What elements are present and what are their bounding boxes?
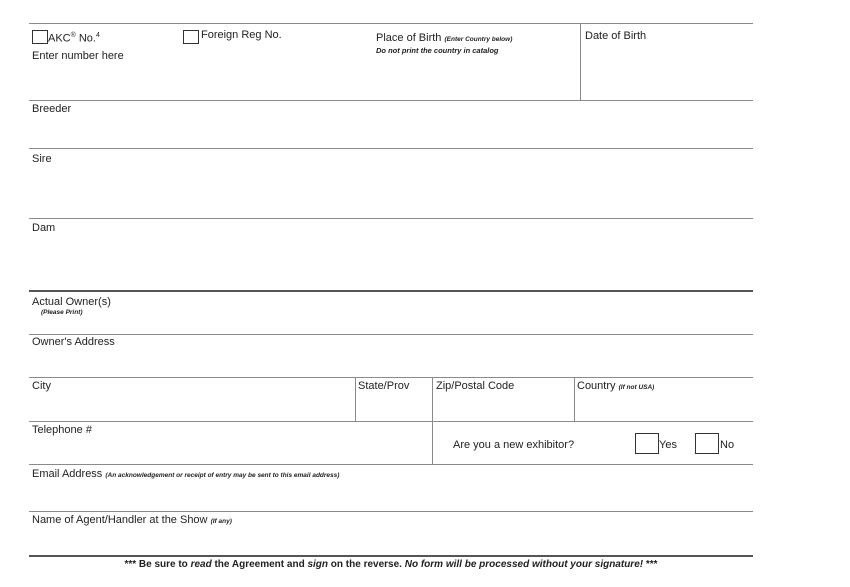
- row-divider-address: [29, 334, 753, 335]
- footer-part7: ***: [643, 559, 658, 570]
- row-divider-dam: [29, 218, 753, 219]
- form-bottom-border: [29, 555, 753, 557]
- state-label: State/Prov: [358, 380, 410, 392]
- owner-address-label: Owner's Address: [32, 336, 115, 348]
- signature-reminder: [29, 559, 753, 570]
- owner-note: (Please Print): [41, 309, 83, 316]
- sire-label: Sire: [32, 153, 52, 165]
- akc-footnote: 4: [95, 32, 100, 39]
- email-note: (An acknowledgement or receipt of entry may be sent to this email address): [105, 472, 340, 479]
- akc-hint: Enter number here: [32, 50, 124, 62]
- row-divider-breeder: [29, 100, 753, 101]
- row-divider-sire: [29, 148, 753, 149]
- agent-text: Name of Agent/Handler at the Show: [32, 514, 208, 526]
- country-note: (If not USA): [618, 384, 655, 391]
- pob-note: (Enter Country below): [444, 36, 513, 43]
- akc-reg-mark: ®: [70, 32, 76, 39]
- footer-sign: sign: [307, 559, 329, 570]
- agent-note: (If any): [210, 518, 232, 525]
- footer-warning: No form will be processed without your signature!: [404, 559, 644, 570]
- row-divider-agent: [29, 511, 753, 512]
- form-top-border: [29, 23, 753, 24]
- footer-part5: on the reverse.: [328, 559, 405, 570]
- row-divider-city: [29, 377, 753, 378]
- akc-label: [48, 29, 100, 46]
- zip-label: Zip/Postal Code: [436, 380, 515, 392]
- date-of-birth-label: Date of Birth: [585, 30, 647, 42]
- footer-read: read: [190, 559, 212, 570]
- row-divider-phone: [29, 421, 753, 422]
- foreign-reg-checkbox[interactable]: [183, 30, 199, 44]
- state-divider: [355, 377, 356, 421]
- dob-divider: [580, 23, 581, 101]
- row-divider-owner: [29, 290, 753, 292]
- email-text: Email Address: [32, 468, 103, 480]
- akc-suffix: No.: [75, 32, 96, 45]
- foreign-reg-label: Foreign Reg No.: [201, 29, 282, 41]
- breeder-label: Breeder: [32, 103, 72, 115]
- yes-checkbox[interactable]: [635, 433, 659, 454]
- footer-part1: *** Be sure to: [124, 559, 191, 570]
- city-label: City: [32, 380, 51, 392]
- dam-label: Dam: [32, 222, 56, 234]
- new-exhibitor-question: Are you a new exhibitor?: [453, 439, 575, 451]
- owner-label: Actual Owner(s): [32, 296, 111, 308]
- zip-divider: [432, 377, 433, 465]
- pob-text: Place of Birth: [376, 32, 442, 44]
- place-of-birth-subnote: Do not print the country in catalog: [376, 46, 499, 55]
- akc-text: AKC: [48, 32, 71, 45]
- row-divider-email: [29, 464, 753, 465]
- agent-label: [32, 514, 232, 527]
- country-divider: [574, 377, 575, 421]
- telephone-label: Telephone #: [32, 424, 92, 436]
- akc-checkbox[interactable]: [32, 30, 48, 44]
- yes-label: Yes: [659, 439, 677, 451]
- no-label: No: [720, 439, 735, 451]
- country-text: Country: [577, 380, 616, 392]
- no-checkbox[interactable]: [695, 433, 719, 454]
- footer-part3: the Agreement and: [211, 559, 308, 570]
- email-label: [32, 468, 339, 481]
- country-label: [577, 380, 654, 393]
